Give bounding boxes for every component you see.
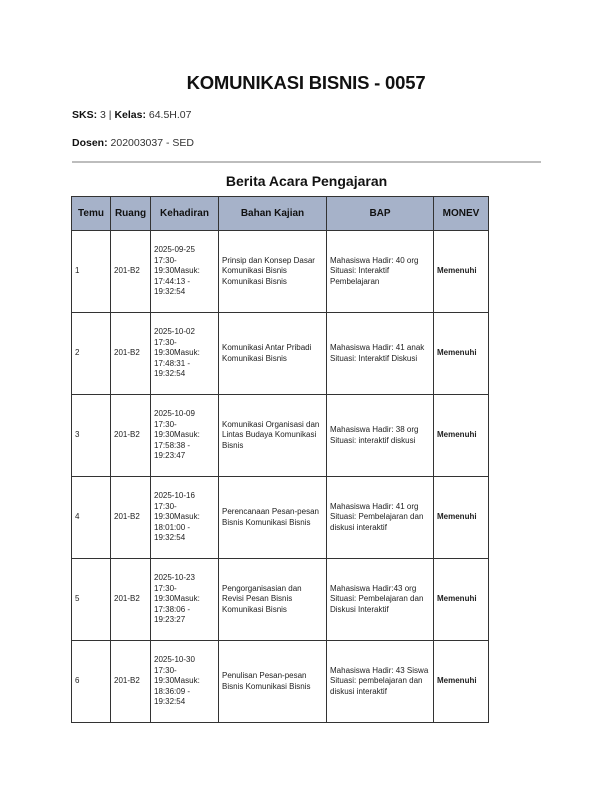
cell-bap: Mahasiswa Hadir: 38 org Situasi: interaktif diskusi xyxy=(327,395,434,477)
cell-ruang: 201-B2 xyxy=(111,477,151,559)
cell-kehadiran: 2025-10-30 17:30-19:30Masuk: 18:36:09 - 19:32:54 xyxy=(151,641,219,723)
cell-kehadiran: 2025-10-02 17:30-19:30Masuk: 17:48:31 - 19:32:54 xyxy=(151,313,219,395)
column-header-bahan-kajian: Bahan Kajian xyxy=(219,197,327,231)
cell-bap: Mahasiswa Hadir:43 org Situasi: Pembelajaran dan Diskusi Interaktif xyxy=(327,559,434,641)
cell-bap: Mahasiswa Hadir: 40 org Situasi: Interaktif Pembelajaran xyxy=(327,231,434,313)
cell-bap: Mahasiswa Hadir: 43 Siswa Situasi: pembelajaran dan diskusi interaktif xyxy=(327,641,434,723)
table-row xyxy=(72,477,489,559)
cell-bap: Mahasiswa Hadir: 41 org Situasi: Pembelajaran dan diskusi interaktif xyxy=(327,477,434,559)
cell-ruang: 201-B2 xyxy=(111,559,151,641)
cell-temu: 5 xyxy=(72,559,111,641)
section-divider xyxy=(72,161,541,163)
cell-monev: Memenuhi xyxy=(434,395,489,477)
kelas-label: Kelas: xyxy=(114,109,146,121)
meta-separator: | xyxy=(108,109,112,121)
cell-monev: Memenuhi xyxy=(434,231,489,313)
column-header-monev: MONEV xyxy=(434,197,489,231)
lecturer-meta-line xyxy=(72,137,194,149)
sks-label: SKS: xyxy=(72,109,98,121)
table-row xyxy=(72,231,489,313)
teaching-report-table xyxy=(71,196,489,723)
course-meta-line xyxy=(72,109,192,121)
cell-kehadiran: 2025-10-16 17:30-19:30Masuk: 18:01:00 - 19:32:54 xyxy=(151,477,219,559)
cell-kehadiran: 2025-10-23 17:30-19:30Masuk: 17:38:06 - 19:23:27 xyxy=(151,559,219,641)
dosen-label: Dosen: xyxy=(72,137,108,149)
cell-temu: 2 xyxy=(72,313,111,395)
table-row xyxy=(72,395,489,477)
cell-ruang: 201-B2 xyxy=(111,231,151,313)
cell-temu: 4 xyxy=(72,477,111,559)
table-header-row xyxy=(72,197,489,231)
cell-bahan-kajian: Perencanaan Pesan-pesan Bisnis Komunikasi Bisnis xyxy=(219,477,327,559)
cell-monev: Memenuhi xyxy=(434,477,489,559)
column-header-temu: Temu xyxy=(72,197,111,231)
column-header-ruang: Ruang xyxy=(111,197,151,231)
cell-ruang: 201-B2 xyxy=(111,641,151,723)
cell-ruang: 201-B2 xyxy=(111,395,151,477)
cell-bap: Mahasiswa Hadir: 41 anak Situasi: Interaktif Diskusi xyxy=(327,313,434,395)
cell-monev: Memenuhi xyxy=(434,559,489,641)
cell-ruang: 201-B2 xyxy=(111,313,151,395)
cell-monev: Memenuhi xyxy=(434,641,489,723)
dosen-value: 202003037 - SED xyxy=(110,137,194,149)
kelas-value: 64.5H.07 xyxy=(148,109,192,121)
cell-bahan-kajian: Komunikasi Organisasi dan Lintas Budaya Komunikasi Bisnis xyxy=(219,395,327,477)
cell-kehadiran: 2025-10-09 17:30-19:30Masuk: 17:58:38 - 19:23:47 xyxy=(151,395,219,477)
cell-temu: 6 xyxy=(72,641,111,723)
table-row xyxy=(72,313,489,395)
table-row xyxy=(72,559,489,641)
page-title: KOMUNIKASI BISNIS - 0057 xyxy=(186,72,426,93)
table-row xyxy=(72,641,489,723)
sks-value: 3 xyxy=(100,109,106,121)
cell-bahan-kajian: Prinsip dan Konsep Dasar Komunikasi Bisnis Komunikasi Bisnis xyxy=(219,231,327,313)
column-header-kehadiran: Kehadiran xyxy=(151,197,219,231)
cell-temu: 3 xyxy=(72,395,111,477)
cell-monev: Memenuhi xyxy=(434,313,489,395)
column-header-bap: BAP xyxy=(327,197,434,231)
cell-temu: 1 xyxy=(72,231,111,313)
cell-kehadiran: 2025-09-25 17:30-19:30Masuk: 17:44:13 - 19:32:54 xyxy=(151,231,219,313)
cell-bahan-kajian: Penulisan Pesan-pesan Bisnis Komunikasi Bisnis xyxy=(219,641,327,723)
table-caption: Berita Acara Pengajaran xyxy=(225,173,388,189)
cell-bahan-kajian: Komunikasi Antar Pribadi Komunikasi Bisnis xyxy=(219,313,327,395)
cell-bahan-kajian: Pengorganisasian dan Revisi Pesan Bisnis Komunikasi Bisnis xyxy=(219,559,327,641)
